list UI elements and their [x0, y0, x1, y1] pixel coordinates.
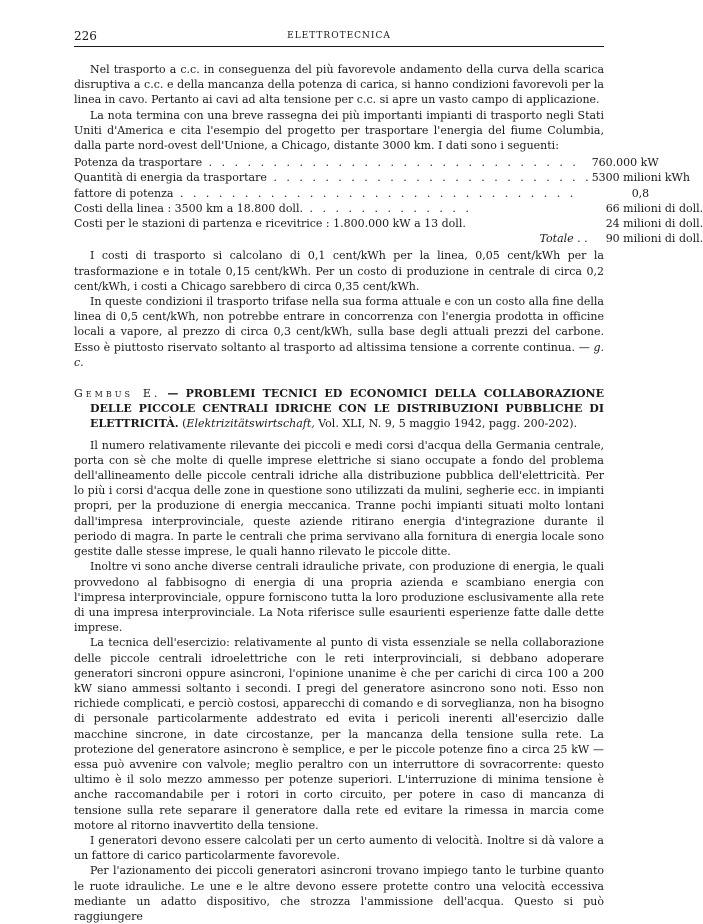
row-value: 24 milioni di doll. — [605, 217, 703, 231]
paragraph — [74, 294, 604, 370]
table-row — [74, 216, 703, 231]
article-author: Gembus E. — [74, 387, 161, 401]
paragraph: La nota termina con una breve rassegna dei più importanti impianti di trasporto negli Stati Uniti d'America e cita l'esempio del progetto per trasportare l'energia del fiume Columbia, dalla parte nord-ovest dell'Unione, a Chicago, distante 3000 km. I dati sono i seguenti: — [74, 108, 604, 153]
article-title: — PROBLEMI TECNICI ED ECONOMICI DELLA COLLABORAZIONE DELLE PICCOLE CENTRALI IDRICHE CON LE DISTRIBUZIONI PUBBLICHE DI ELETTRICITÀ. — [90, 387, 604, 431]
leader-dots: . . . . . . . . . . . . . . . . . . . . . . . . . — [266, 171, 592, 185]
article-heading — [74, 386, 604, 432]
row-label: Potenza da trasportare — [74, 156, 203, 170]
section-gap — [74, 370, 604, 386]
paragraph: Inoltre vi sono anche diverse centrali idrauliche private, con produzione di energia, le quali provvedono al fabbisogno di energia di una propria azienda e scambiano energia con l'impresa interprovinciale, oppure forniscono tutta la loro produzione esclusivamente alla rete di una impresa interprovinciale. La Nota riferisce sulle esaurienti esperienze fatte dalle dette imprese. — [74, 560, 604, 635]
row-label: fattore di potenza — [74, 186, 174, 200]
paragraph: I costi di trasporto si calcolano di 0,1 cent/kWh per la linea, 0,05 cent/kWh per la trasformazione e in totale 0,15 cent/kWh. Per un costo di produzione in centrale di circa 0,2 cent/kWh, i costi a Chicago sarebbero di circa 0,35 cent/kWh. — [74, 249, 604, 293]
total-label: Totale . . — [539, 232, 588, 246]
row-value: 66 milioni di doll. — [605, 201, 703, 215]
row-label: Quantità di energia da trasportare — [74, 171, 267, 185]
row-label: Costi della linea : 3500 km a 18.800 doll. — [74, 201, 303, 215]
total-value: 90 milioni di doll. — [605, 232, 703, 246]
leader-dots: . . . . . . . . . . . . . . . . . . . . . . . . . . . . . . . — [173, 186, 577, 200]
row-value: 760.000 kW — [591, 156, 659, 170]
author-signature: — g. c. — [74, 340, 604, 369]
table-row — [74, 186, 703, 201]
row-value: 0,8 — [631, 186, 650, 200]
page-header — [74, 29, 604, 45]
citation-open: ( — [182, 417, 187, 431]
table-row — [74, 201, 703, 216]
page-number: 226 — [74, 29, 97, 43]
running-title: ELETTROTECNICA — [287, 31, 391, 41]
table-row — [74, 170, 703, 185]
paragraph: La tecnica dell'esercizio: relativamente al punto di vista essenziale se nella collaborazione delle piccole centrali idroelettriche con le reti interprovinciali, si debbano adoperare generatori sincroni oppure asincroni, l'opinione unanime è che per carichi di circa 100 a 200 kW siano ammessi soltanto i secondi. I pregi del generatore asincrono sono noti. Esso non richiede complicati, e perciò costosi, apparecchi di comando e di sorveglianza, non ha bisogno di personale particolarmente addestrato ed evita i pericoli inerenti all'esercizio dalle macchine sincrone, in date circostanze, per la mancanza della tensione sulla rete. La protezione del generatore asincrono è semplice, e per le piccole potenze fino a circa 25 kW — essa può avvenire con valvole; meglio peraltro con un interruttore di sovracorrente: questo ultimo è il solo mezzo ammesso per potenze superiori. L'interruzione di minima tensione è anche raccomandabile per i rotori in corto circuito, per potere in caso di mancanza di tensione sulla rete separare il generatore dalla rete ed evitare la rimessa in marcia come motore al ritorno inavvertito della tensione. — [74, 636, 604, 832]
header-rule — [74, 46, 604, 47]
citation-details: Vol. XLI, N. 9, 5 maggio 1942, pagg. 200-202). — [318, 417, 578, 431]
leader-dots: . . . . . . . . . . . . . . . . . . . . . . . . . . . . . — [202, 156, 579, 170]
table-row — [74, 155, 703, 170]
paragraph: Il numero relativamente rilevante dei piccoli e medi corsi d'acqua della Germania centrale, porta con sè che molte di quelle imprese elettriche si siano occupate a fondo del problema dell'allineamento delle piccole centrali idriche alla distribuzione pubblica dell'elettricità. Per lo più i corsi d'acqua delle zone in questione sono utilizzati da mulini, segherie ecc. in impianti propri, per la produzione di energia meccanica. Tranne pochi impianti situati molto lontani dall'impresa interprovinciale, queste aziende ritirano energia d'integrazione durante il periodo di magra. In parte le centrali che prima servivano alla fornitura di energia locale sono gestite dalle stesse imprese, le quali hanno rilevato le piccole ditte. — [74, 438, 604, 559]
paragraph: Nel trasporto a c.c. in conseguenza del più favorevole andamento della curva della scarica disruptiva a c.c. e della mancanza della potenza di carica, si hanno condizioni favorevoli per la linea in cavo. Pertanto ai cavi ad alta tensione per c.c. si apre un vasto campo di applicazione. — [74, 63, 604, 107]
paragraph-text: In queste condizioni il trasporto trifase nella sua forma attuale e con un costo alla fine della linea di 0,5 cent/kWh, non potrebbe entrare in concorrenza con l'energia prodotta in officine locali a vapore, al prezzo di circa 0,3 cent/kWh, sulla base degli attuali prezzi del carbone. Esso è piuttosto riservato soltanto al trasporto ad altissima tensione a corrente continua. — [74, 295, 604, 354]
leader-dots: . . . . . . . . . . . . . — [302, 201, 472, 215]
row-value: 5300 milioni kWh — [591, 171, 690, 185]
page-body — [74, 62, 703, 924]
row-label: Costi per le stazioni di partenza e ricevitrice : 1.800.000 kW a 13 doll. — [74, 217, 466, 231]
paragraph: Per l'azionamento dei piccoli generatori asincroni trovano impiego tanto le turbine quanto le ruote idrauliche. Le une e le altre devono essere protette contro una velocità eccessiva mediante un adatto dispositivo, che strozza l'ammissione dell'acqua. Questo si può raggiungere — [74, 864, 604, 923]
citation-journal: Elektrizitätswirtschaft, — [186, 417, 315, 431]
data-table — [74, 155, 703, 246]
total-row — [74, 231, 703, 246]
paragraph: I generatori devono essere calcolati per un certo aumento di velocità. Inoltre si dà valore a un fattore di carico particolarmente favorevole. — [74, 833, 604, 863]
